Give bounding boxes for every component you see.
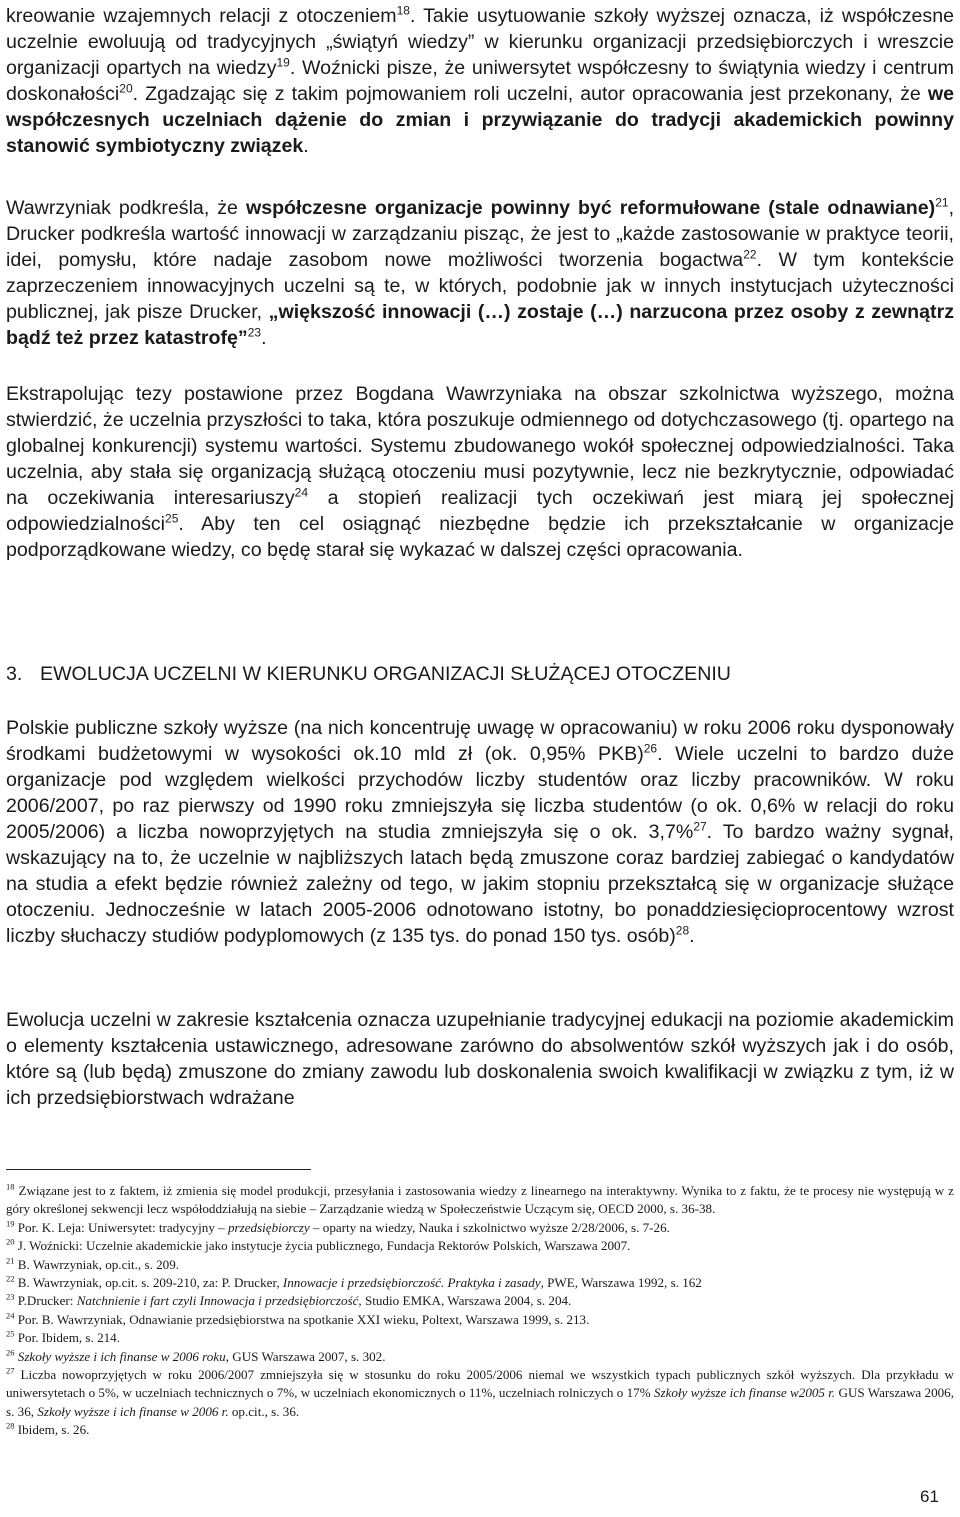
footnote-text: B. Wawrzyniak, op.cit., s. 209. bbox=[14, 1256, 180, 1272]
footnote-number: 18 bbox=[6, 1181, 15, 1192]
footnote-text: Związane jest to z faktem, iż zmienia się model produkcji, przesyłania i zastosowania wiedzy z linearnego na interaktywny. Wynika to z faktu, że te procesy nie występują w z góry określonej sekwencji lecz współoddziałują na siebie – Zarządzanie wiedzą w Społeczeństwie Uczącym się, OECD 2000, s. 36-38. bbox=[6, 1183, 954, 1217]
footnote-text: – oparty na wiedzy, Nauka i szkolnictwo wyższe 2/28/2006, s. 7-26. bbox=[309, 1219, 670, 1235]
footnote-19 bbox=[6, 1219, 954, 1237]
footnote-text: Ibidem, s. 26. bbox=[14, 1422, 90, 1438]
paragraph-text: kreowanie wzajemnych relacji z otoczeniem bbox=[6, 5, 397, 27]
body-paragraph-3 bbox=[6, 381, 954, 563]
paragraph-text: a stopień realizacji tych oczekiwań jest miarą jej społecznej odpowiedzialności bbox=[6, 487, 954, 535]
paragraph-text: . W tym kontekście zaprzeczeniem innowacyjnych uczelni są te, w których, podobnie jak w innych instytucjach użyteczności publicznej, jak pisze Drucker, bbox=[6, 249, 955, 323]
footnote-number: 22 bbox=[6, 1273, 15, 1284]
footnote-number: 27 bbox=[6, 1365, 15, 1376]
paragraph-text: . To bardzo ważny sygnał, wskazujący na to, że uczelnie w najbliższych latach będą zmuszone coraz bardziej zabiegać o kandydatów na studia a efekt będzie również zależny od tego, w jakim stopniu przekształcą się w organizacje służące otoczeniu. Jednocześnie w latach 2005-2006 odnotowano istotny, bo ponaddziesięcioprocentowy wzrost liczby słuchaczy studiów podyplomowych (z 135 tys. do ponad 150 tys. osób) bbox=[6, 821, 955, 947]
footnote-text: Por. B. Wawrzyniak, Odnawianie przedsiębiorstwa na spotkanie XXI wieku, Poltext, Warszawa 1999, s. 213. bbox=[14, 1311, 590, 1327]
footnote-number: 28 bbox=[6, 1420, 15, 1431]
paragraph-text: Wawrzyniak podkreśla, że bbox=[6, 197, 246, 219]
footnote-italic: Szkoły wyższe i ich finanse w 2006 roku bbox=[14, 1348, 226, 1364]
emphasized-text: współczesne organizacje powinny być reformułowane (stale odnawiane) bbox=[245, 197, 936, 219]
paragraph-text: Ekstrapolując tezy postawione przez Bogdana Wawrzyniaka na obszar szkolnictwa wyższego, można stwierdzić, że uczelnia przyszłości to taka, która poszukuje odmiennego od dotychczasowego (tj. opartego na globalnej konkurencji) systemu wartości. Systemu zbudowanego wokół społecznej odpowiedzialności. Taka uczelnia, aby stała się organizacją służącą otoczeniu musi pozytywnie, lecz nie bezkrytycznie, odpowiadać na oczekiwania interesariuszy bbox=[6, 383, 954, 509]
footnote-28 bbox=[6, 1421, 954, 1439]
body-paragraph-4 bbox=[6, 715, 954, 949]
footnote-22 bbox=[6, 1274, 954, 1292]
paragraph-text: . bbox=[689, 925, 695, 947]
footnote-number: 26 bbox=[6, 1347, 15, 1358]
footnote-italic: Innowacje i przedsiębiorczość. Praktyka i zasady bbox=[282, 1275, 541, 1291]
footnote-24 bbox=[6, 1311, 954, 1329]
footnote-text: , Studio EMKA, Warszawa 2004, s. 204. bbox=[358, 1293, 572, 1309]
section-number: 3. bbox=[6, 663, 23, 685]
footnote-text: Por. Ibidem, s. 214. bbox=[14, 1330, 120, 1346]
footnote-text: , GUS Warszawa 2007, s. 302. bbox=[225, 1348, 386, 1364]
footnote-number: 23 bbox=[6, 1292, 15, 1303]
footnote-text: J. Woźnicki: Uczelnie akademickie jako instytucje życia publicznego, Fundacja Rektorów Polskich, Warszawa 2007. bbox=[14, 1238, 631, 1254]
footnote-23 bbox=[6, 1292, 954, 1310]
footnote-number: 19 bbox=[6, 1218, 15, 1229]
paragraph-text: . Woźnicki pisze, że uniwersytet współczesny to świątynia wiedzy i centrum doskonałości bbox=[6, 57, 954, 105]
footnote-number: 24 bbox=[6, 1310, 15, 1321]
footnote-ref-27[interactable]: 27 bbox=[693, 819, 707, 834]
footnote-italic: Natchnienie i fart czyli Innowacja i przedsiębiorczość bbox=[76, 1293, 359, 1309]
section-title: EWOLUCJA UCZELNI W KIERUNKU ORGANIZACJI SŁUŻĄCEJ OTOCZENIU bbox=[40, 663, 731, 685]
footnote-25 bbox=[6, 1329, 954, 1347]
emphasized-text: we współczesnych uczelniach dążenie do zmian i przywiązanie do tradycji akademickich powinny stanowić symbiotyczny związek bbox=[6, 83, 954, 157]
paragraph-text: Polskie publiczne szkoły wyższe (na nich koncentruję uwagę w opracowaniu) w roku 2006 roku dysponowały środkami budżetowymi w wysokości ok.10 mld zł (ok. 0,95% PKB) bbox=[6, 717, 954, 765]
footnote-27 bbox=[6, 1366, 954, 1421]
paragraph-text: Ewolucja uczelni w zakresie kształcenia oznacza uzupełnianie tradycyjnej edukacji na poziomie akademickim o elementy kształcenia ustawicznego, adresowane zarówno do absolwentów szkół wyższych jak i do osób, które są (lub będą) zmuszone do zmiany zawodu lub doskonalenia swoich kwalifikacji w związku z tym, iż w ich przedsiębiorstwach wdrażane bbox=[6, 1009, 954, 1109]
footnotes-block bbox=[6, 1182, 954, 1440]
footnote-ref-21[interactable]: 21 bbox=[935, 195, 949, 210]
footnote-ref-23[interactable]: 23 bbox=[247, 325, 262, 340]
footnote-text: Por. K. Leja: Uniwersytet: tradycyjny – bbox=[14, 1219, 228, 1235]
footnote-26 bbox=[6, 1348, 954, 1366]
footnote-number: 20 bbox=[6, 1236, 15, 1247]
paragraph-text: . Takie usytuowanie szkoły wyższej oznacza, iż współczesne uczelnie ewoluują od tradycyjnych „świątyń wiedzy” w kierunku organizacji przedsiębiorczych i wreszcie organizacji opartych na wiedzy bbox=[6, 5, 955, 79]
footnote-italic: przedsiębiorczy bbox=[227, 1219, 310, 1235]
footnote-separator bbox=[6, 1169, 311, 1170]
footnote-ref-25[interactable]: 25 bbox=[165, 511, 179, 526]
body-paragraph-2 bbox=[6, 195, 954, 351]
footnote-text: GUS Warszawa 2006, s. 36, bbox=[6, 1385, 954, 1419]
footnote-italic: Szkoły wyższe ich finanse w2005 r. bbox=[653, 1385, 836, 1401]
body-paragraph-1 bbox=[6, 3, 954, 159]
paragraph-text: . Aby ten cel osiągnąć niezbędne będzie ich przekształcanie w organizacje podporządkowane wiedzy, co będę starał się wykazać w dalszej części opracowania. bbox=[6, 513, 954, 561]
footnote-ref-20[interactable]: 20 bbox=[119, 81, 133, 96]
section-heading bbox=[6, 661, 954, 687]
footnote-italic: Szkoły wyższe i ich finanse w 2006 r. bbox=[37, 1403, 229, 1419]
emphasized-quote: „większość innowacji (…) zostaje (…) narzucona przez osoby z zewnątrz bądź też przez katastrofę” bbox=[6, 301, 954, 349]
paragraph-text: . Wiele uczelni to bardzo duże organizacje pod względem wielkości przychodów liczby studentów oraz liczby pracowników. W roku 2006/2007, po raz pierwszy od 1990 roku zmniejszyła się liczba studentów (o ok. 0,6% w relacji do roku 2005/2006) a liczba nowoprzyjętych na studia zmniejszyła się o ok. 3,7% bbox=[6, 743, 954, 843]
paragraph-text: . Zgadzając się z takim pojmowaniem roli uczelni, autor opracowania jest przekonany, że bbox=[132, 83, 928, 105]
page-number: 61 bbox=[920, 1487, 939, 1506]
footnote-ref-19[interactable]: 19 bbox=[276, 55, 290, 70]
body-paragraph-5 bbox=[6, 1007, 954, 1111]
footnote-ref-22[interactable]: 22 bbox=[743, 247, 757, 262]
footnote-text: B. Wawrzyniak, op.cit. s. 209-210, za: P. Drucker, bbox=[14, 1275, 283, 1291]
paragraph-text: . bbox=[261, 327, 267, 349]
footnote-number: 21 bbox=[6, 1255, 15, 1266]
footnote-number: 25 bbox=[6, 1328, 15, 1339]
paragraph-text: . bbox=[303, 135, 309, 157]
footnote-ref-26[interactable]: 26 bbox=[643, 741, 658, 756]
footnote-21 bbox=[6, 1256, 954, 1274]
footnote-20 bbox=[6, 1237, 954, 1255]
footnote-ref-24[interactable]: 24 bbox=[294, 485, 309, 500]
paragraph-text: , Drucker podkreśla wartość innowacji w zarządzaniu pisząc, że jest to „każde zastosowanie w praktyce teorii, idei, pomysłu, które nadaje zasobom nowe możliwości tworzenia bogactwa bbox=[6, 197, 955, 271]
footnote-text: P.Drucker: bbox=[14, 1293, 77, 1309]
footnote-ref-18[interactable]: 18 bbox=[396, 3, 410, 18]
footnote-text: , PWE, Warszawa 1992, s. 162 bbox=[540, 1275, 702, 1291]
footnote-text: Liczba nowoprzyjętych w roku 2006/2007 zmniejszyła się w stosunku do roku 2005/2006 niemal we wszystkich typach publicznych szkół wyższych. Dla przykładu w uniwersytetach o 5%, w uczelniach technicznych o 7%, w uczelniach ekonomicznych o 11%, uczelniach rolniczych o 17% bbox=[6, 1367, 954, 1401]
footnote-text: op.cit., s. 36. bbox=[228, 1403, 300, 1419]
footnote-ref-28[interactable]: 28 bbox=[675, 923, 690, 938]
footnote-18 bbox=[6, 1182, 954, 1219]
